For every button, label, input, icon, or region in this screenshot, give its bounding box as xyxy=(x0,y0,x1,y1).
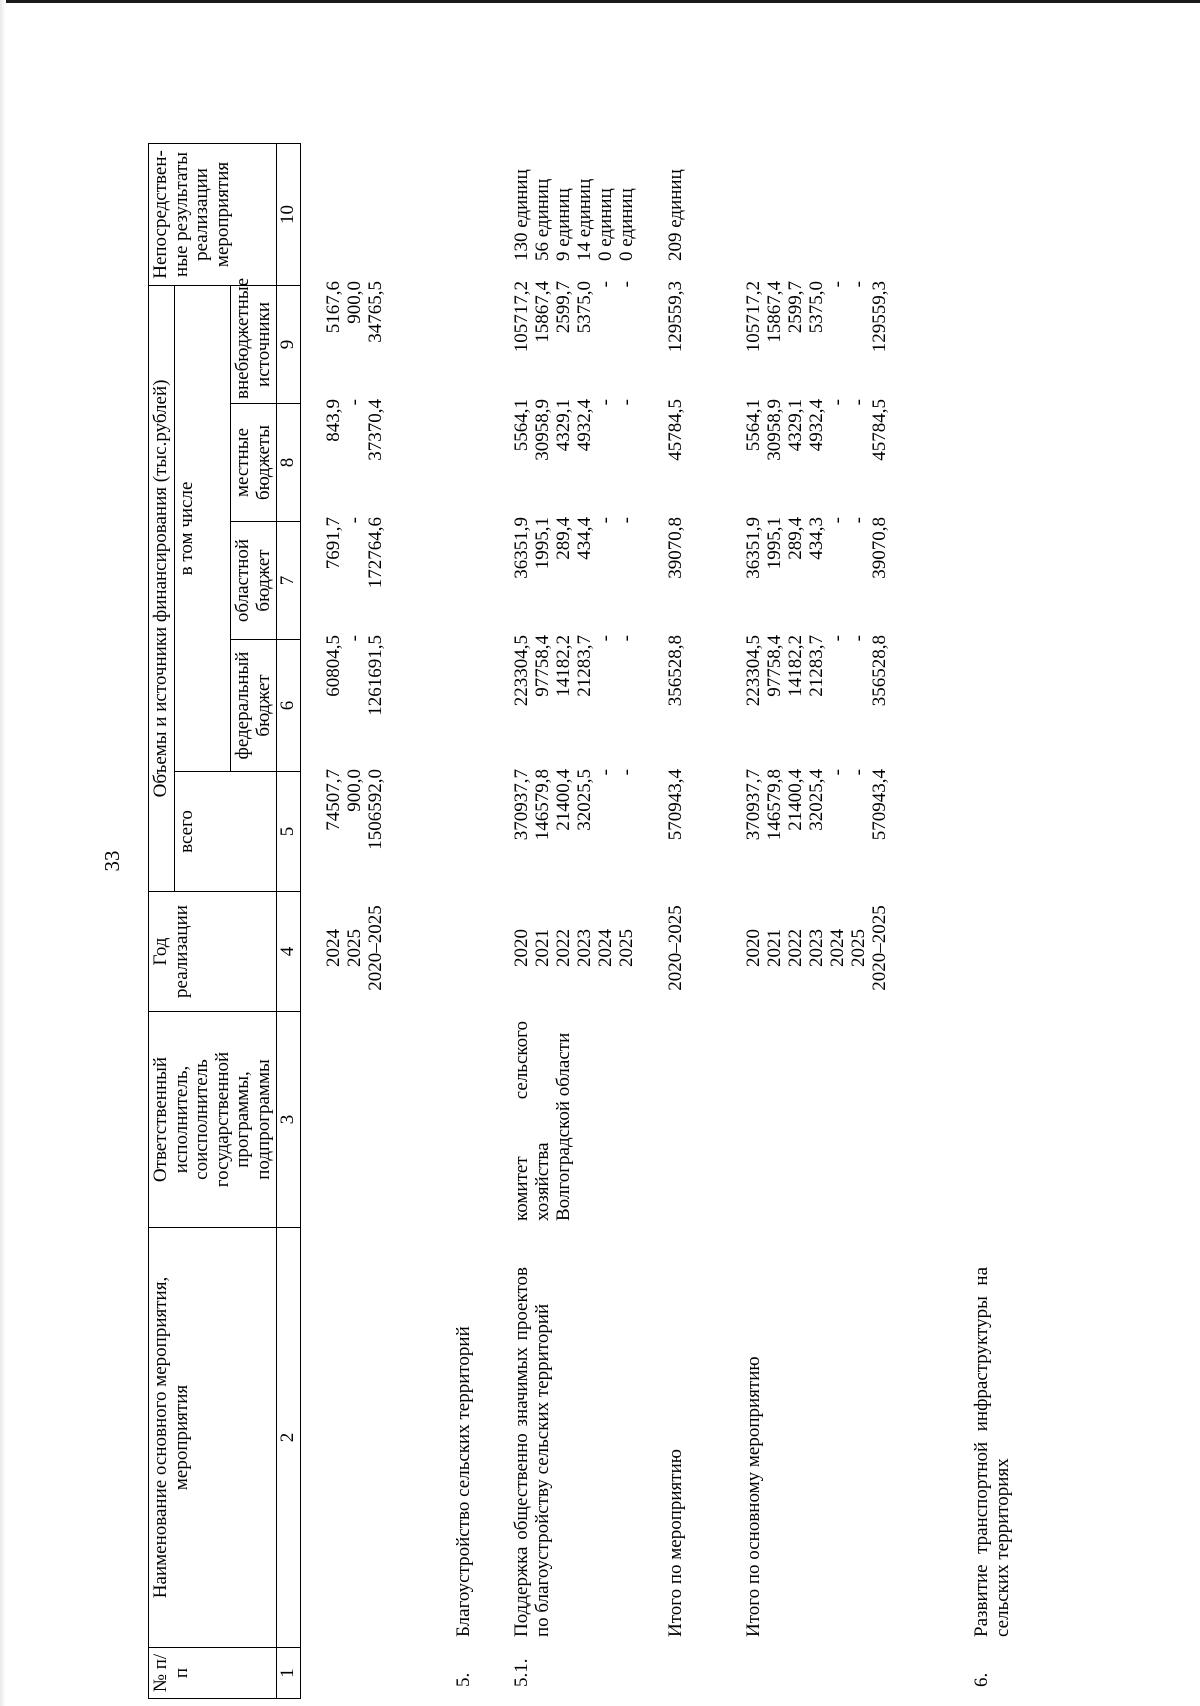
local-value: - xyxy=(344,399,365,406)
year: 2020 xyxy=(743,929,764,967)
year: 2024 xyxy=(323,929,344,967)
local-value: 4329,1 xyxy=(553,399,574,452)
column-number-row xyxy=(277,143,301,1698)
regional-value: - xyxy=(616,517,637,524)
extra-value: 2599,7 xyxy=(553,281,574,334)
year: 2025 xyxy=(848,929,869,967)
regional-value: 1995,1 xyxy=(532,517,553,570)
activity-name: Развитие транспортной инфраструктуры на сельских территориях xyxy=(971,1267,1013,1637)
local-value-column xyxy=(511,399,637,511)
local-value-column xyxy=(323,399,386,511)
year: 2024 xyxy=(827,929,848,967)
total-value: 1506592,0 xyxy=(365,769,386,850)
federal-value: 97758,4 xyxy=(764,635,785,697)
extra-value: - xyxy=(848,281,869,288)
header-col9: внебюджетные источники xyxy=(231,285,277,403)
year: 2022 xyxy=(553,929,574,967)
extra-value: 2599,7 xyxy=(785,281,806,334)
total-value: 370937,7 xyxy=(511,769,532,841)
executor: комитет сельского хозяйства Волгоградской области xyxy=(511,1021,574,1221)
federal-value: 97758,4 xyxy=(532,635,553,697)
regional-value: 39070,8 xyxy=(665,517,686,579)
local-value: 30958,9 xyxy=(764,399,785,461)
regional-value: - xyxy=(595,517,616,524)
header-including: в том числе xyxy=(174,285,231,771)
regional-value: 289,4 xyxy=(785,517,806,560)
federal-value-column xyxy=(323,635,386,763)
header-col6: федеральный бюджет xyxy=(231,640,277,772)
total-value-column xyxy=(743,769,890,883)
header-col1: № п/п xyxy=(149,1648,277,1699)
header-col5: всего xyxy=(174,772,277,892)
extra-value: 15867,4 xyxy=(764,281,785,343)
local-value-column xyxy=(743,399,890,511)
header-financing: Объемы и источники финансирования (тыс.рублей) xyxy=(149,285,175,891)
total-value: 21400,4 xyxy=(785,769,806,831)
row-number: 5. xyxy=(453,1672,474,1687)
regional-value: 36351,9 xyxy=(743,517,764,579)
year: 2020 xyxy=(511,929,532,967)
local-value: 4932,4 xyxy=(806,399,827,452)
extra-value-column xyxy=(665,281,686,393)
row-number: 6. xyxy=(971,1672,992,1687)
column-number: 7 xyxy=(277,522,301,640)
budget-table-header xyxy=(148,143,301,1699)
total-value: 900,0 xyxy=(344,769,365,812)
total-value: - xyxy=(616,769,637,776)
total-value: - xyxy=(848,769,869,776)
extra-value: 5375,0 xyxy=(574,281,595,334)
federal-value: 60804,5 xyxy=(323,635,344,697)
activity-name: Благоустройство сельских территорий xyxy=(453,1326,474,1637)
extra-value: 34765,5 xyxy=(365,281,386,343)
extra-value: - xyxy=(595,281,616,288)
federal-value: 356528,8 xyxy=(869,635,890,707)
results-column xyxy=(511,111,637,261)
local-value-column xyxy=(665,399,686,511)
header-col8: местные бюджеты xyxy=(231,404,277,522)
year: 2022 xyxy=(785,929,806,967)
activity-name: Итого по мероприятию xyxy=(665,1449,686,1637)
extra-value: 105717,2 xyxy=(511,281,532,353)
year: 2020–2025 xyxy=(365,905,386,991)
local-value: - xyxy=(616,399,637,406)
total-value-column xyxy=(323,769,386,883)
extra-value: 15867,4 xyxy=(532,281,553,343)
regional-value: 1995,1 xyxy=(764,517,785,570)
federal-value: 14182,2 xyxy=(553,635,574,697)
column-number: 2 xyxy=(277,1228,301,1648)
local-value: 4932,4 xyxy=(574,399,595,452)
regional-value: 172764,6 xyxy=(365,517,386,589)
header-col7: областной бюджет xyxy=(231,522,277,640)
result: 209 единиц xyxy=(665,169,686,261)
federal-value-column xyxy=(511,635,637,763)
column-number: 9 xyxy=(277,285,301,403)
federal-value: 223304,5 xyxy=(511,635,532,707)
result: 0 единиц xyxy=(616,188,637,261)
column-number: 6 xyxy=(277,640,301,772)
result: 0 единиц xyxy=(595,188,616,261)
federal-value-column xyxy=(665,635,686,763)
local-value: 4329,1 xyxy=(785,399,806,452)
total-value-column xyxy=(511,769,637,883)
extra-value: - xyxy=(616,281,637,288)
local-value: 30958,9 xyxy=(532,399,553,461)
local-value: 5564,1 xyxy=(743,399,764,452)
local-value: - xyxy=(848,399,869,406)
column-number: 4 xyxy=(277,892,301,1012)
column-number: 10 xyxy=(277,143,301,285)
year: 2021 xyxy=(764,929,785,967)
regional-value-column xyxy=(323,517,386,629)
federal-value: 1261691,5 xyxy=(365,635,386,716)
year: 2021 xyxy=(532,929,553,967)
total-value: 74507,7 xyxy=(323,769,344,831)
total-value-column xyxy=(665,769,686,883)
year: 2020–2025 xyxy=(665,905,686,991)
regional-value: 434,3 xyxy=(806,517,827,560)
column-number: 1 xyxy=(277,1648,301,1699)
federal-value: 14182,2 xyxy=(785,635,806,697)
extra-value-column xyxy=(743,281,890,393)
federal-value: 356528,8 xyxy=(665,635,686,707)
year-column xyxy=(511,889,637,1007)
extra-value-column xyxy=(511,281,637,393)
local-value: 45784,5 xyxy=(665,399,686,461)
activity-name: Поддержка общественно значимых проектов по благоустройству сельских территорий xyxy=(511,1267,553,1637)
federal-value: - xyxy=(344,635,365,642)
year: 2025 xyxy=(616,929,637,967)
activity-name: Итого по основному мероприятию xyxy=(743,1356,764,1637)
extra-value-column xyxy=(323,281,386,393)
regional-value: - xyxy=(848,517,869,524)
federal-value: - xyxy=(595,635,616,642)
total-value: 570943,4 xyxy=(869,769,890,841)
local-value: 5564,1 xyxy=(511,399,532,452)
regional-value-column xyxy=(665,517,686,629)
year: 2023 xyxy=(574,929,595,967)
total-value: - xyxy=(595,769,616,776)
local-value: - xyxy=(827,399,848,406)
column-number: 5 xyxy=(277,772,301,892)
results-column xyxy=(665,111,686,261)
total-value: 32025,4 xyxy=(806,769,827,831)
federal-value: 21283,7 xyxy=(574,635,595,697)
regional-value: 289,4 xyxy=(553,517,574,560)
regional-value: 7691,7 xyxy=(323,517,344,570)
year-column xyxy=(665,889,686,1007)
federal-value: - xyxy=(616,635,637,642)
federal-value: - xyxy=(848,635,869,642)
year: 2023 xyxy=(806,929,827,967)
local-value: 37370,4 xyxy=(365,399,386,461)
result: 130 единиц xyxy=(511,169,532,261)
federal-value: - xyxy=(827,635,848,642)
header-col10: Непосредствен-ные результаты реализации мероприятия xyxy=(149,143,277,285)
total-value: 32025,5 xyxy=(574,769,595,831)
year-column xyxy=(323,889,386,1007)
federal-value-column xyxy=(743,635,890,763)
extra-value: 5375,0 xyxy=(806,281,827,334)
regional-value: 39070,8 xyxy=(869,517,890,579)
regional-value: 434,4 xyxy=(574,517,595,560)
year: 2025 xyxy=(344,929,365,967)
total-value: 146579,8 xyxy=(532,769,553,841)
federal-value: 21283,7 xyxy=(806,635,827,697)
year-column xyxy=(743,889,890,1007)
local-value: - xyxy=(595,399,616,406)
page-number: 33 xyxy=(100,850,124,872)
extra-value: 105717,2 xyxy=(743,281,764,353)
local-value: 45784,5 xyxy=(869,399,890,461)
regional-value: - xyxy=(827,517,848,524)
result: 14 единиц xyxy=(574,178,595,261)
total-value: - xyxy=(827,769,848,776)
extra-value: 129559,3 xyxy=(665,281,686,353)
total-value: 146579,8 xyxy=(764,769,785,841)
result: 56 единиц xyxy=(532,178,553,261)
regional-value: 36351,9 xyxy=(511,517,532,579)
local-value: 843,9 xyxy=(323,399,344,442)
year: 2024 xyxy=(595,929,616,967)
result: 9 единиц xyxy=(553,188,574,261)
total-value: 370937,7 xyxy=(743,769,764,841)
header-col2: Наименование основного мероприятия, мероприятия xyxy=(149,1228,277,1648)
extra-value: 129559,3 xyxy=(869,281,890,353)
row-number: 5.1. xyxy=(511,1658,532,1687)
header-col3: Ответственный исполнитель, соисполнитель государственной программы, подпрограммы xyxy=(149,1012,277,1228)
total-value: 570943,4 xyxy=(665,769,686,841)
total-value: 21400,4 xyxy=(553,769,574,831)
extra-value: - xyxy=(827,281,848,288)
year: 2020–2025 xyxy=(869,905,890,991)
extra-value: 5167,6 xyxy=(323,281,344,334)
regional-value-column xyxy=(743,517,890,629)
regional-value-column xyxy=(511,517,637,629)
column-number: 8 xyxy=(277,404,301,522)
header-col4: Год реализации xyxy=(149,892,277,1012)
federal-value: 223304,5 xyxy=(743,635,764,707)
regional-value: - xyxy=(344,517,365,524)
extra-value: 900,0 xyxy=(344,281,365,324)
column-number: 3 xyxy=(277,1012,301,1228)
